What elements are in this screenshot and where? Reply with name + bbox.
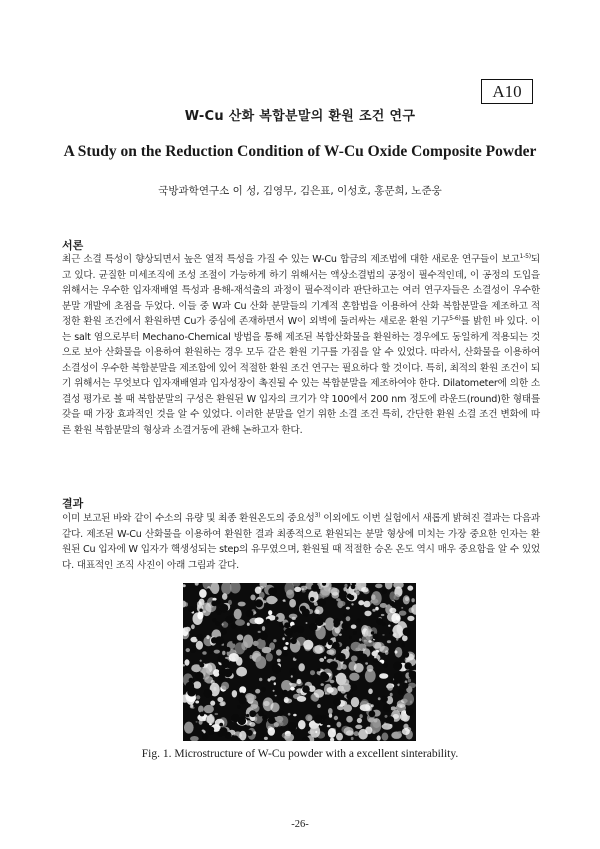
title-english: A Study on the Reduction Condition of W-Cu Oxide Composite Powder	[63, 143, 537, 160]
title-korean: W-Cu 산화 복합분말의 환원 조건 연구	[184, 109, 416, 124]
intro-paragraph: 최근 소결 특성이 향상되면서 높은 열적 특성을 가질 수 있는 W-Cu 합금의 제조법에 대한 새로운 연구들이 보고$^{1-5)}$되고 있다. 균질한 미세조직에 조성 조절이 가능하게 하기 위해서는 액상소결법의 공정이 필수적인데, 이 공정의 도입을 위해서는 우수한 입자재배열 특성과 용해-재석출의 과정이 필수적이라 판단하고는 여러 연구자들은 소결성이 우수한 분말 개발에 초점을 두었다. 이들 중 W과 Cu 산화 분말들의 기계적 혼합법을 이용하여 산화 복합분말을 제조하고 적정한 환원 조건에서 환원하면 Cu가 중심에 존재하면서 W이 외벽에 둘러싸는 새로운 환원 기구$^{5-6)}$를 밝힌 바 있다. 이는 salt 염으로부터 Mechano-Chemical 방법을 통해 제조된 복합산화물을 환원하는 경우에도 동일하게 적용되는 것으로 보아 산화물을 이용하여 환원하는 경우 모두 같은 환원 기구를 가짐을 알 수 있었다. 따라서, 산화물을 이용하여 소결성이 우수한 복합분말을 제조함에 있어 적절한 환원 조건 연구는 필요하다 할 것이다. 특히, 최적의 환원 조건이 되기 위해서는 무엇보다 입자재배열과 입자성장이 촉진될 수 있는 복합분말을 제조하여야 한다. Dilatometer에 의한 소결성 평가로 볼 때 복합분말의 구성은 환원된 W 입자의 크기가 약 100에서 200 nm 정도에 라운드(round)한 형태를 갖을 때 가장 효과적인 것을 알 수 있었다. 이러한 분말을 얻기 위한 소결 조건 특히, 간단한 환원 소결 조건 변화에 따른 환원 복합분말의 형상과 소결거동에 관해 논하고자 한다.	[62, 252, 540, 437]
citation-ref: 3)	[314, 511, 321, 519]
citation-ref: 5-6)	[449, 315, 461, 322]
citation-ref: 1-5)	[519, 252, 531, 260]
results-paragraph: 이미 보고된 바와 같이 수소의 유량 및 최종 환원온도의 중요성$^{3)}$ 이외에도 이번 실험에서 새롭게 밝혀진 결과는 다음과 같다. 제조된 W-Cu 산화물을 이용하여 환원한 결과 최종적으로 환원되는 분말 형상에 미치는 가장 중요한 인자는 환원된 Cu 입자에 W 입자가 핵생성되는 step의 유무였으며, 환원될 때 적절한 승온 온도 역시 매우 중요함을 알 수 있었다. 대표적인 조직 사진이 아래 그림과 같다.	[62, 511, 540, 571]
page-number: -26-	[291, 819, 309, 830]
authors-line: 국방과학연구소 이 성, 김영무, 김은표, 이성호, 홍문희, 노준웅	[158, 185, 442, 197]
paper-code-badge: A10	[481, 79, 533, 104]
microstructure-image	[183, 583, 416, 741]
section-heading-results: 결과	[62, 497, 84, 510]
microstructure-figure	[183, 583, 416, 741]
figure-caption: Fig. 1. Microstructure of W-Cu powder with a excellent sinterability.	[141, 748, 459, 760]
section-heading-intro: 서론	[62, 239, 84, 252]
